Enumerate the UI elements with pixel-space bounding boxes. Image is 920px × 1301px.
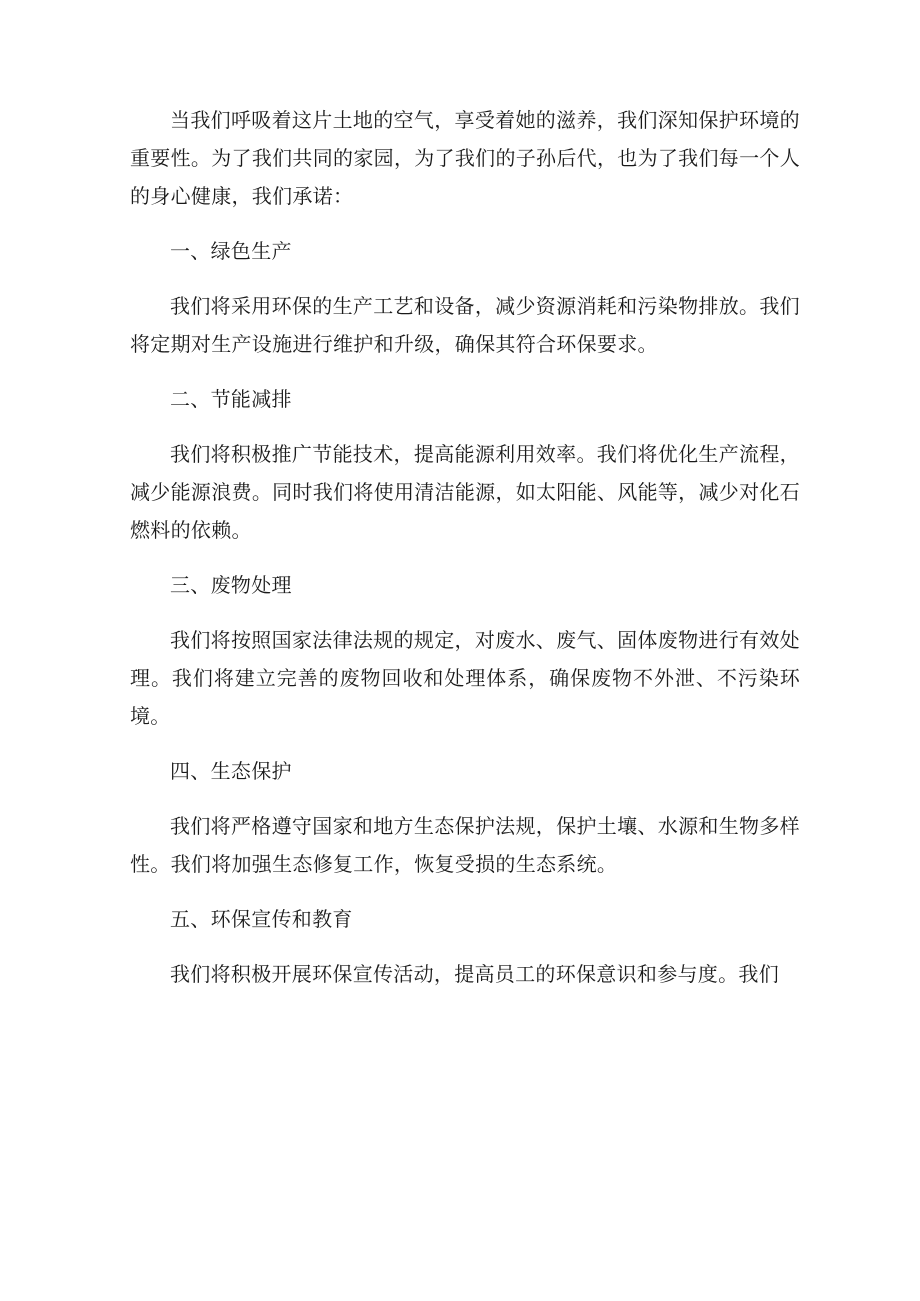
section-heading-energy-saving: 二、节能减排 xyxy=(170,387,292,411)
section-heading-green-production: 一、绿色生产 xyxy=(170,239,292,263)
section-body-green-production: 我们将采用环保的生产工艺和设备，减少资源消耗和污染物排放。我们将定期对生产设施进行维护和升级，确保其符合环保要求。 xyxy=(130,294,800,356)
section-heading-environmental-education: 五、环保宣传和教育 xyxy=(170,907,353,931)
document-body xyxy=(130,101,800,1010)
section-body-energy-saving: 我们将积极推广节能技术，提高能源利用效率。我们将优化生产流程，减少能源浪费。同时我们将使用清洁能源，如太阳能、风能等，减少对化石燃料的依赖。 xyxy=(130,442,800,542)
section-body-waste-treatment: 我们将按照国家法律法规的规定，对废水、废气、固体废物进行有效处理。我们将建立完善的废物回收和处理体系，确保废物不外泄、不污染环境。 xyxy=(130,628,800,728)
section-body-environmental-education: 我们将积极开展环保宣传活动，提高员工的环保意识和参与度。我们 xyxy=(170,962,779,986)
section-body-ecological-protection: 我们将严格遵守国家和地方生态保护法规，保护土壤、水源和生物多样性。我们将加强生态修复工作，恢复受损的生态系统。 xyxy=(130,814,800,876)
section-heading-waste-treatment: 三、废物处理 xyxy=(170,573,292,597)
intro-paragraph: 当我们呼吸着这片土地的空气，享受着她的滋养，我们深知保护环境的重要性。为了我们共同的家园，为了我们的子孙后代，也为了我们每一个人的身心健康，我们承诺： xyxy=(130,108,800,208)
section-heading-ecological-protection: 四、生态保护 xyxy=(170,759,292,783)
